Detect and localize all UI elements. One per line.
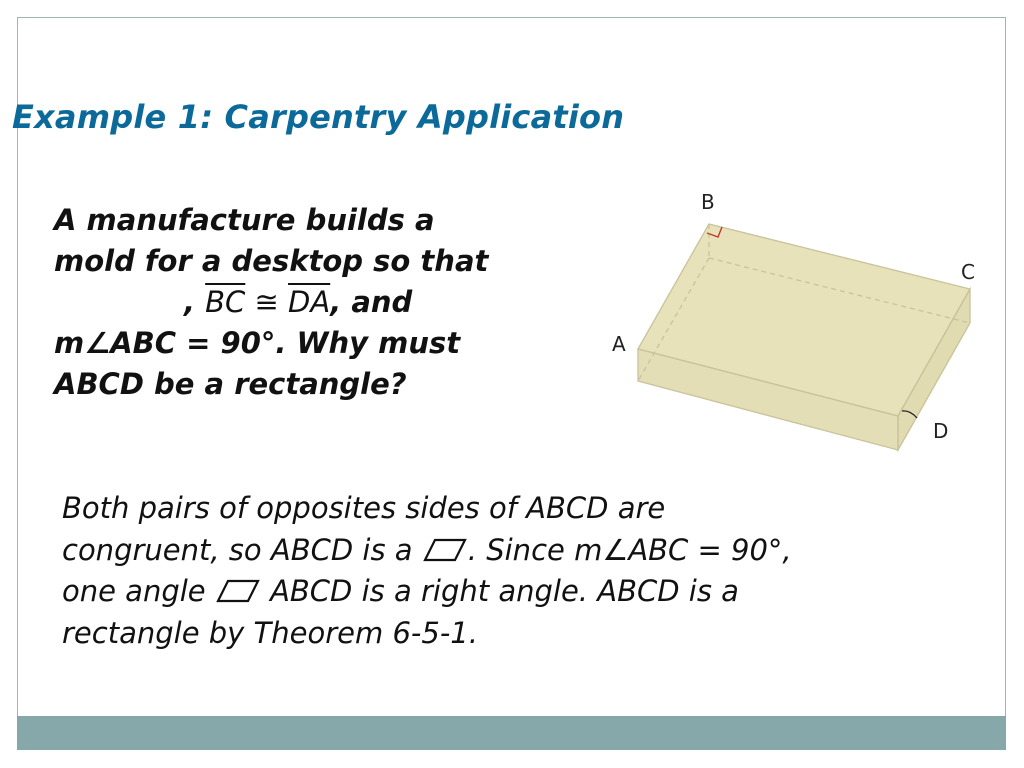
footer-bar — [17, 716, 1006, 750]
answer-line-3-end: ABCD is a right angle. ABCD is a — [260, 574, 739, 608]
problem-line-4: m∠ABC = 90°. Why must — [54, 326, 461, 360]
slide-title: Example 1: Carpentry Application — [12, 98, 625, 136]
problem-line-5: ABCD be a rectangle? — [54, 367, 407, 401]
box-diagram — [605, 186, 995, 456]
segment-da: $\overline{DA}$ — [288, 285, 331, 319]
label-b: B — [701, 190, 715, 214]
answer-line-1: Both pairs of opposites sides of ABCD are — [62, 491, 666, 525]
answer-line-3-start: one angle — [62, 574, 215, 608]
congruence-statement — [205, 285, 330, 319]
answer-line-3 — [62, 571, 962, 613]
label-d: D — [933, 419, 949, 443]
label-a: A — [612, 332, 626, 356]
congruent-symbol: ≅ — [254, 285, 279, 319]
segment-bc: $\overline{BC}$ — [205, 285, 246, 319]
problem-line-2: mold for a desktop so that — [54, 244, 489, 278]
box-figure — [605, 186, 995, 456]
parallelogram-icon — [215, 578, 261, 604]
parallelogram-icon — [422, 537, 468, 563]
answer-line-2-end: . Since m∠ABC = 90°, — [467, 532, 792, 567]
answer-text — [62, 488, 962, 654]
answer-line-4: rectangle by Theorem 6-5-1. — [62, 615, 478, 650]
answer-line-2 — [62, 530, 962, 572]
problem-line-1: A manufacture builds a — [54, 203, 435, 237]
label-c: C — [961, 260, 975, 284]
answer-line-2-start: congruent, so ABCD is a — [62, 532, 422, 567]
problem-and: , and — [330, 285, 413, 319]
problem-comma: , — [184, 285, 196, 319]
problem-line-3 — [54, 282, 574, 323]
problem-statement — [54, 200, 574, 405]
